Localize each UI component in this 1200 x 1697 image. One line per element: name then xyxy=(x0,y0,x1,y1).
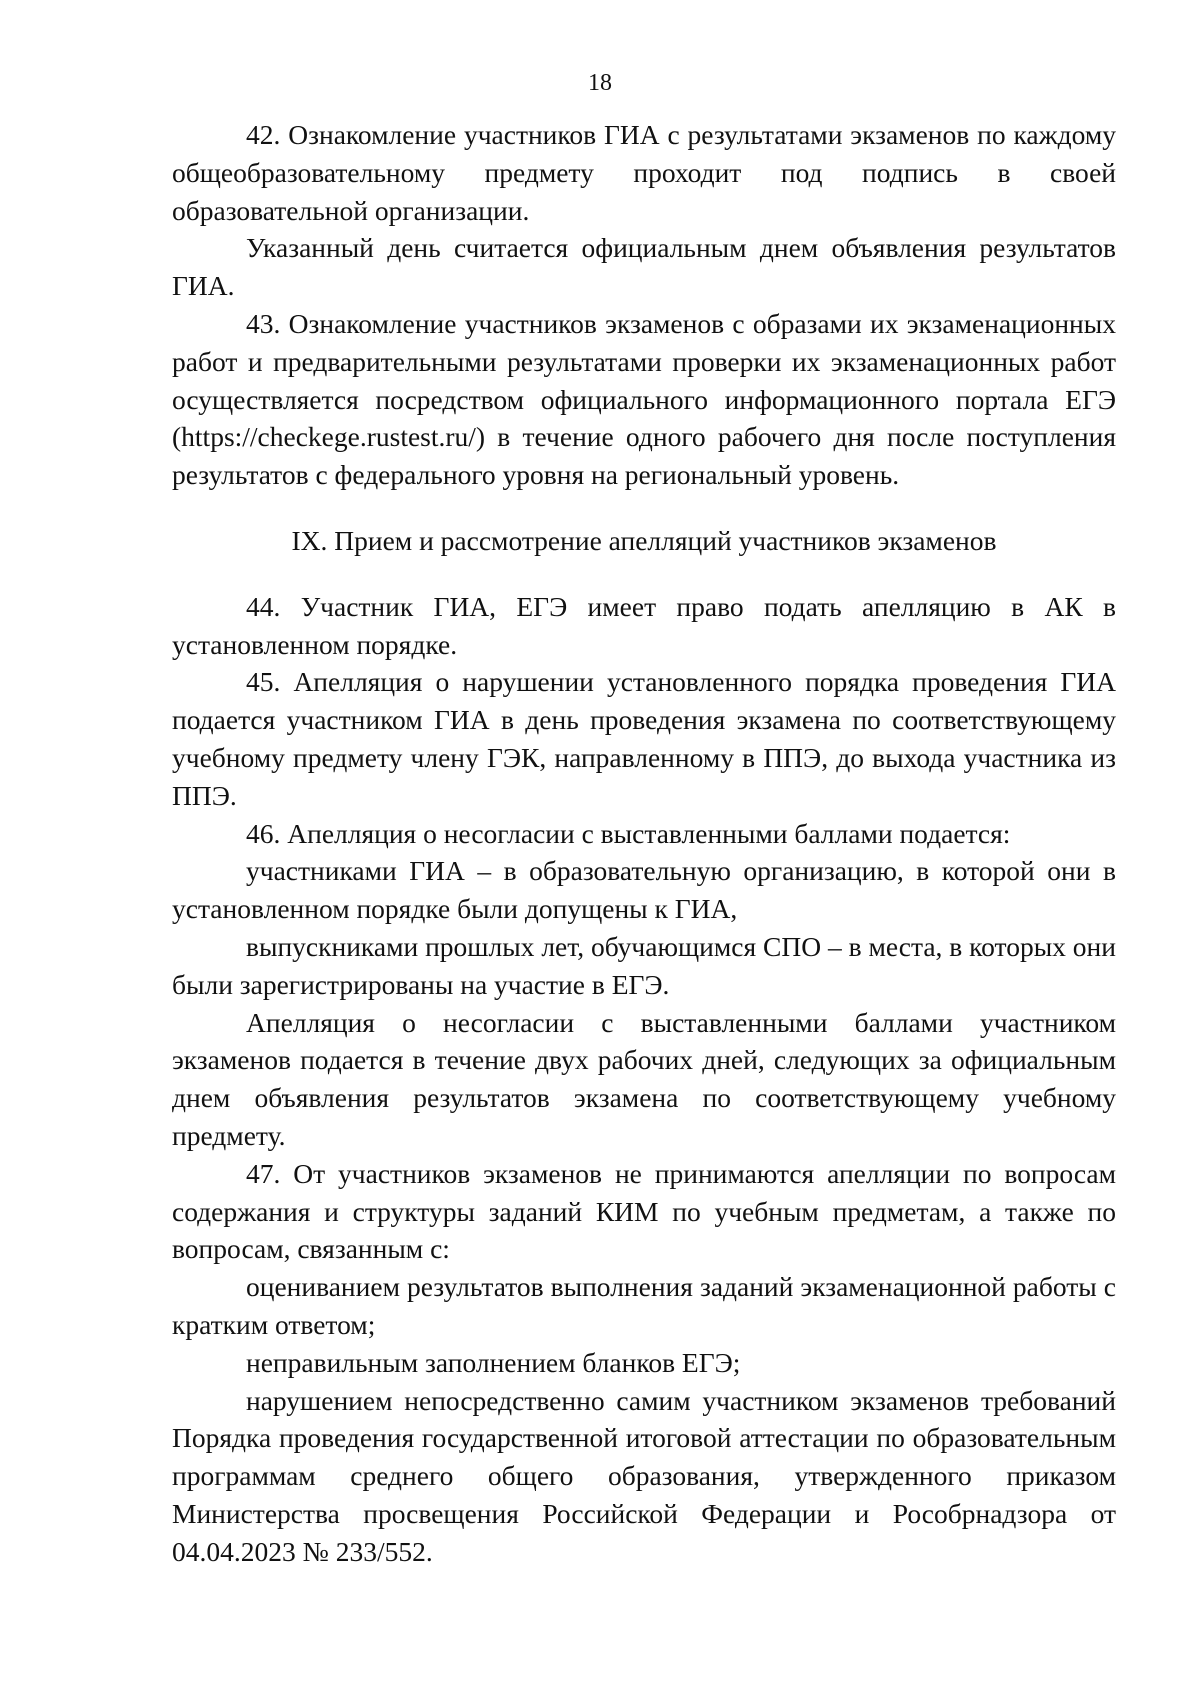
section-heading: IX. Прием и рассмотрение апелляций участников экзаменов xyxy=(291,524,997,556)
paragraph: Указанный день считается официальным днем объявления результатов ГИА. xyxy=(172,232,1116,302)
paragraph: 43. Ознакомление участников экзаменов с образами их экзаменационных работ и предварительными результатами проверки их экзаменационных работ осуществляется посредством официального информационного портала ЕГЭ (https://checkege.rustest.ru/) в течение одного рабочего дня после поступления результатов с федерального уровня на региональный уровень. xyxy=(172,307,1116,491)
paragraph: выпускниками прошлых лет, обучающимся СПО – в места, в которых они были зарегистрированы на участие в ЕГЭ. xyxy=(172,930,1116,1000)
paragraph: 47. От участников экзаменов не принимаются апелляции по вопросам содержания и структуры заданий КИМ по учебным предметам, а также по вопросам, связанным с: xyxy=(172,1157,1116,1265)
paragraph: Апелляция о несогласии с выставленными баллами участником экзаменов подается в течение двух рабочих дней, следующих за официальным днем объявления результатов экзамена по соответствующему учебному предмету. xyxy=(172,1006,1116,1151)
paragraph: 45. Апелляция о нарушении установленного порядка проведения ГИА подается участником ГИА в день проведения экзамена по соответствующему учебному предмету члену ГЭК, направленному в ППЭ, до выхода участника из ППЭ. xyxy=(172,666,1116,811)
paragraph: 42. Ознакомление участников ГИА с результатами экзаменов по каждому общеобразовательному предмету проходит под подпись в своей образовательной организации. xyxy=(172,119,1116,226)
paragraph: нарушением непосредственно самим участником экзаменов требований Порядка проведения государственной итоговой аттестации по образовательным программам среднего общего образования, утвержденного приказом Министерства просвещения Российской Федерации и Рособрнадзора от 04.04.2023 № 233/552. xyxy=(172,1384,1116,1567)
paragraph: 44. Участник ГИА, ЕГЭ имеет право подать апелляцию в АК в установленном порядке. xyxy=(172,590,1116,660)
document-body xyxy=(172,116,1116,1570)
page-number: 18 xyxy=(588,70,612,96)
paragraph: оцениванием результатов выполнения заданий экзаменационной работы с кратким ответом; xyxy=(172,1271,1116,1340)
paragraph: участниками ГИА – в образовательную организацию, в которой они в установленном порядке были допущены к ГИА, xyxy=(172,855,1116,925)
paragraph: 46. Апелляция о несогласии с выставленными баллами подается: xyxy=(246,817,1011,849)
paragraph: неправильным заполнением бланков ЕГЭ; xyxy=(246,1346,741,1378)
